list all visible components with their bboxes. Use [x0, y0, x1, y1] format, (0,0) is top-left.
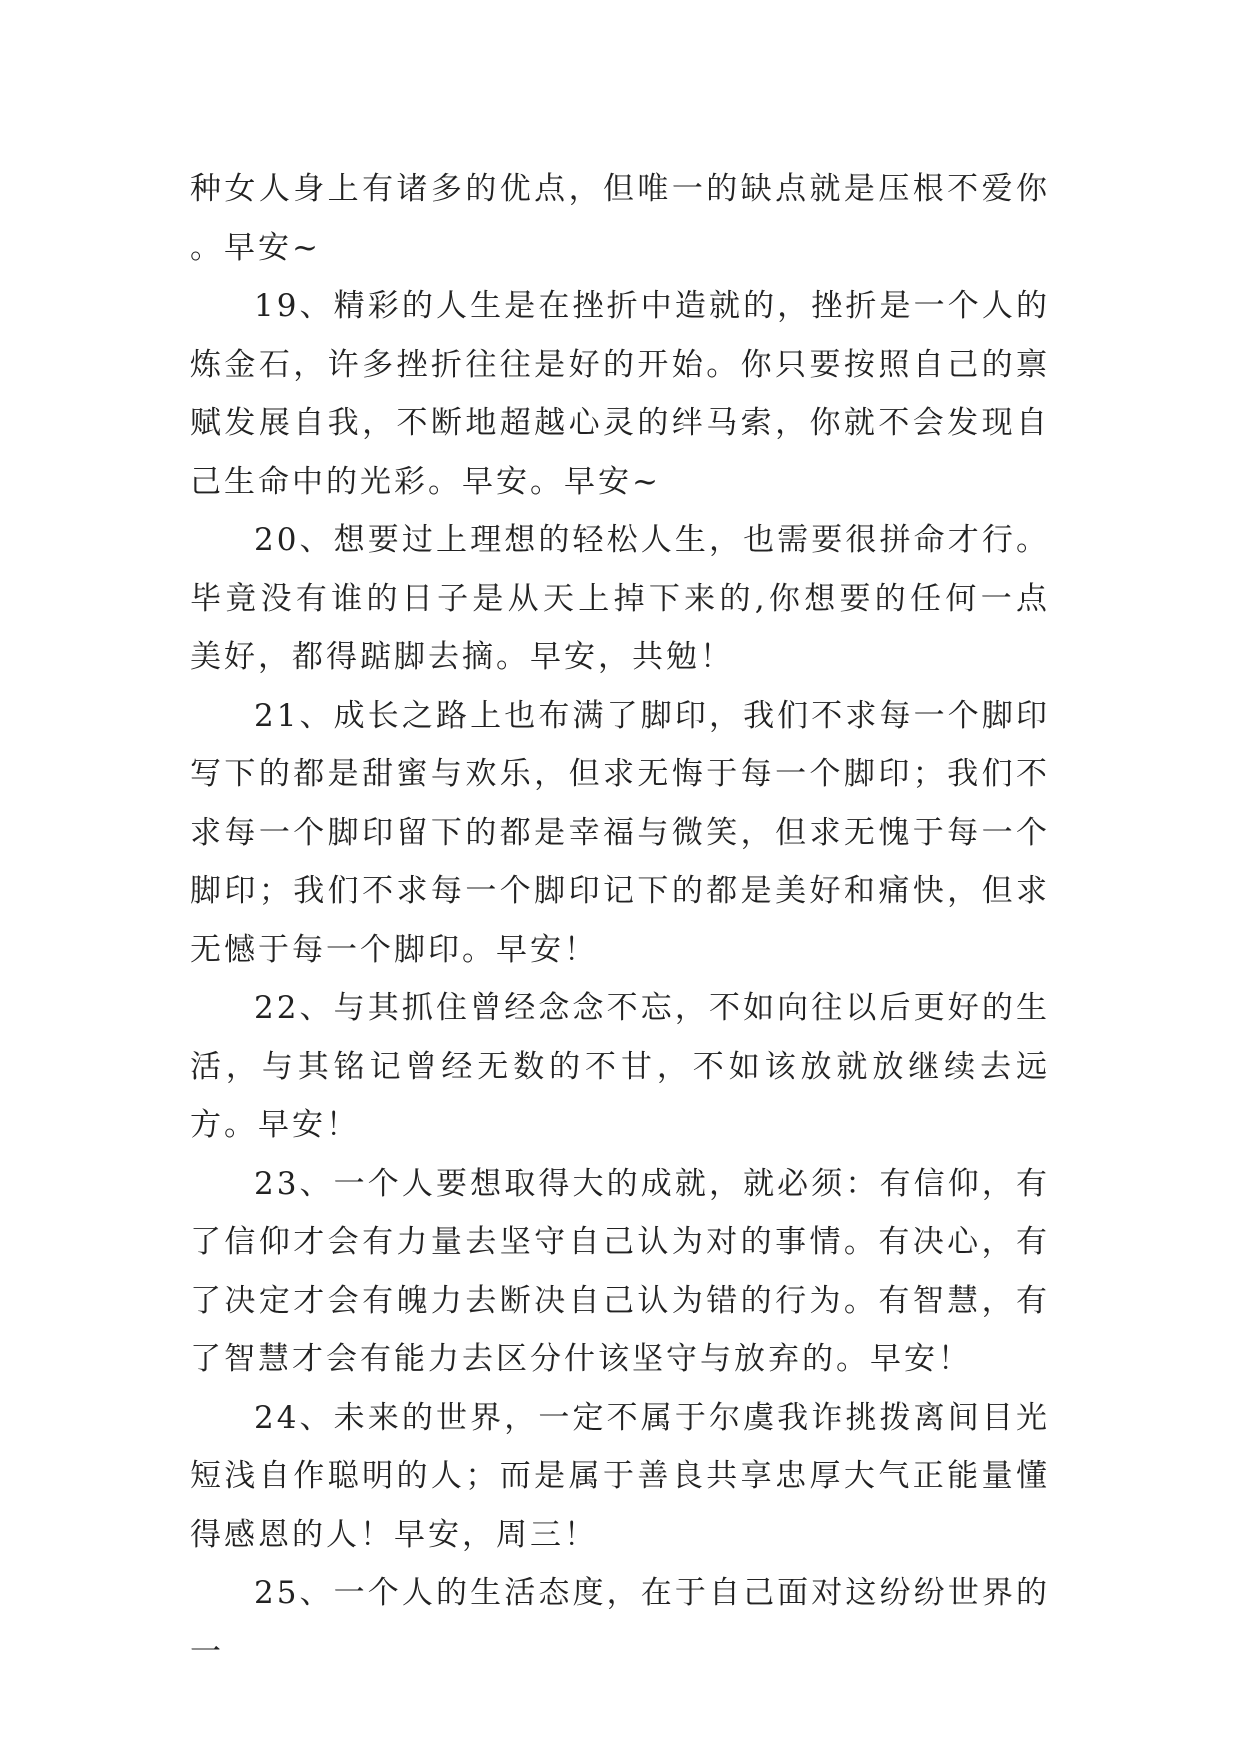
paragraph-20: 20、想要过上理想的轻松人生，也需要很拼命才行。毕竟没有谁的日子是从天上掉下来的,你想要的任何一点美好，都得踮脚去摘。早安，共勉！ — [190, 522, 1050, 675]
paragraph-22: 22、与其抓住曾经念念不忘，不如向往以后更好的生活，与其铭记曾经无数的不甘，不如该放就放继续去远方。早安！ — [190, 990, 1050, 1143]
paragraph-23: 23、一个人要想取得大的成就，就必须：有信仰，有了信仰才会有力量去坚守自己认为对的事情。有决心，有了决定才会有魄力去断决自己认为错的行为。有智慧，有了智慧才会有能力去区分什该坚守与放弃的。早安！ — [190, 1165, 1050, 1377]
paragraph-21: 21、成长之路上也布满了脚印，我们不求每一个脚印写下的都是甜蜜与欢乐，但求无悔于每一个脚印；我们不求每一个脚印留下的都是幸福与微笑，但求无愧于每一个脚印；我们不求每一个脚印记下的都是美好和痛快，但求无憾于每一个脚印。早安！ — [190, 697, 1050, 968]
document-body — [190, 160, 1050, 1681]
paragraph-19: 19、精彩的人生是在挫折中造就的，挫折是一个人的炼金石，许多挫折往往是好的开始。你只要按照自己的禀赋发展自我，不断地超越心灵的绊马索，你就不会发现自己生命中的光彩。早安。早安~ — [190, 288, 1050, 500]
paragraph-25: 25、一个人的生活态度，在于自己面对这纷纷世界的一 — [190, 1575, 1050, 1670]
paragraph-24: 24、未来的世界，一定不属于尔虞我诈挑拨离间目光短浅自作聪明的人；而是属于善良共享忠厚大气正能量懂得感恩的人！早安，周三！ — [190, 1399, 1050, 1553]
paragraph-18-continued: 种女人身上有诸多的优点，但唯一的缺点就是压根不爱你 。早安~ — [190, 171, 1050, 266]
